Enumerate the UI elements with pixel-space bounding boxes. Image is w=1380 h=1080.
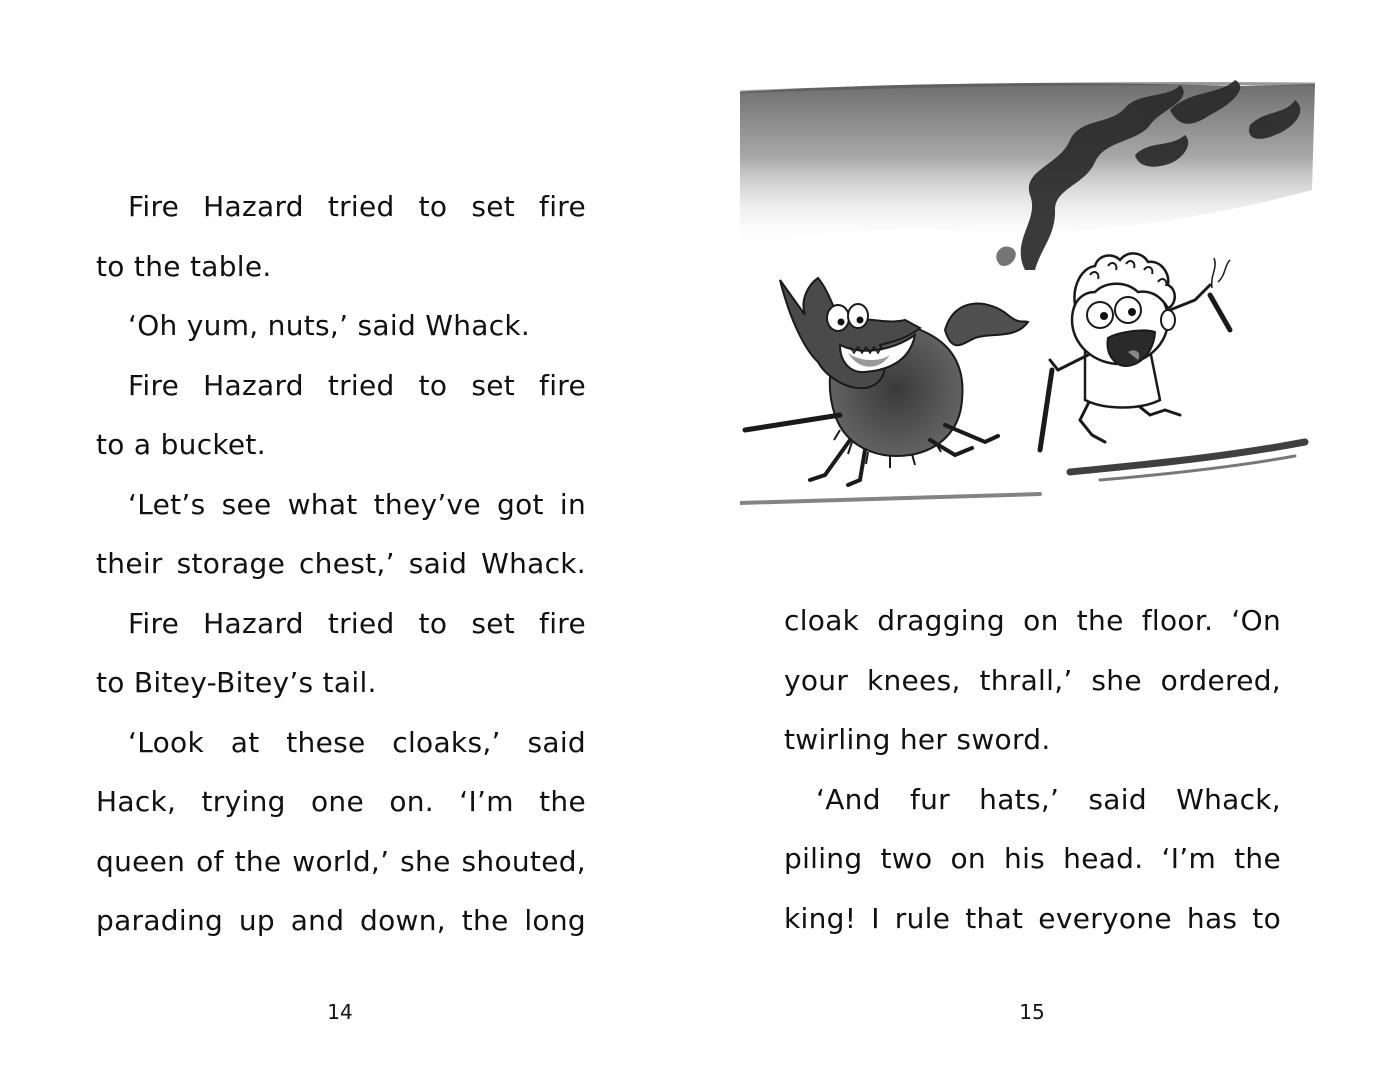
- page-number: 14: [327, 1000, 353, 1024]
- illustration-wolf-and-child: [740, 70, 1320, 530]
- text-line: ‘Let’s see what they’ve got in: [128, 487, 586, 521]
- text-line: to a bucket.: [96, 428, 266, 461]
- text-line: ‘Oh yum, nuts,’ said Whack.: [128, 309, 531, 342]
- text-line: cloak dragging on the floor. ‘On: [784, 604, 1281, 637]
- right-page-text: [784, 591, 1281, 948]
- sky-wash: [740, 83, 1315, 248]
- wolf-figure: [745, 278, 1028, 485]
- text-line: to Bitey-Bitey’s tail.: [96, 666, 377, 699]
- child-figure: [1040, 253, 1230, 450]
- text-line: Fire Hazard tried to set fire: [128, 190, 586, 223]
- text-line: your knees, thrall,’ she ordered,: [784, 663, 1281, 697]
- text-line: parading up and down, the long: [96, 904, 586, 937]
- text-line: Hack, trying one on. ‘I’m the: [96, 785, 586, 818]
- text-line: queen of the world,’ she shouted,: [96, 844, 586, 878]
- text-line: twirling her sword.: [784, 723, 1051, 756]
- left-page-text: [96, 177, 586, 951]
- text-line: ‘Look at these cloaks,’ said: [128, 725, 586, 759]
- text-line: Fire Hazard tried to set fire: [128, 606, 586, 640]
- text-line: their storage chest,’ said Whack.: [96, 547, 586, 580]
- text-line: king! I rule that everyone has to: [784, 901, 1281, 935]
- text-line: Fire Hazard tried to set fire: [128, 368, 586, 402]
- page-number: 15: [1019, 1000, 1045, 1024]
- text-line: to the table.: [96, 249, 272, 283]
- text-line: piling two on his head. ‘I’m the: [784, 842, 1281, 875]
- text-line: ‘And fur hats,’ said Whack,: [816, 782, 1281, 816]
